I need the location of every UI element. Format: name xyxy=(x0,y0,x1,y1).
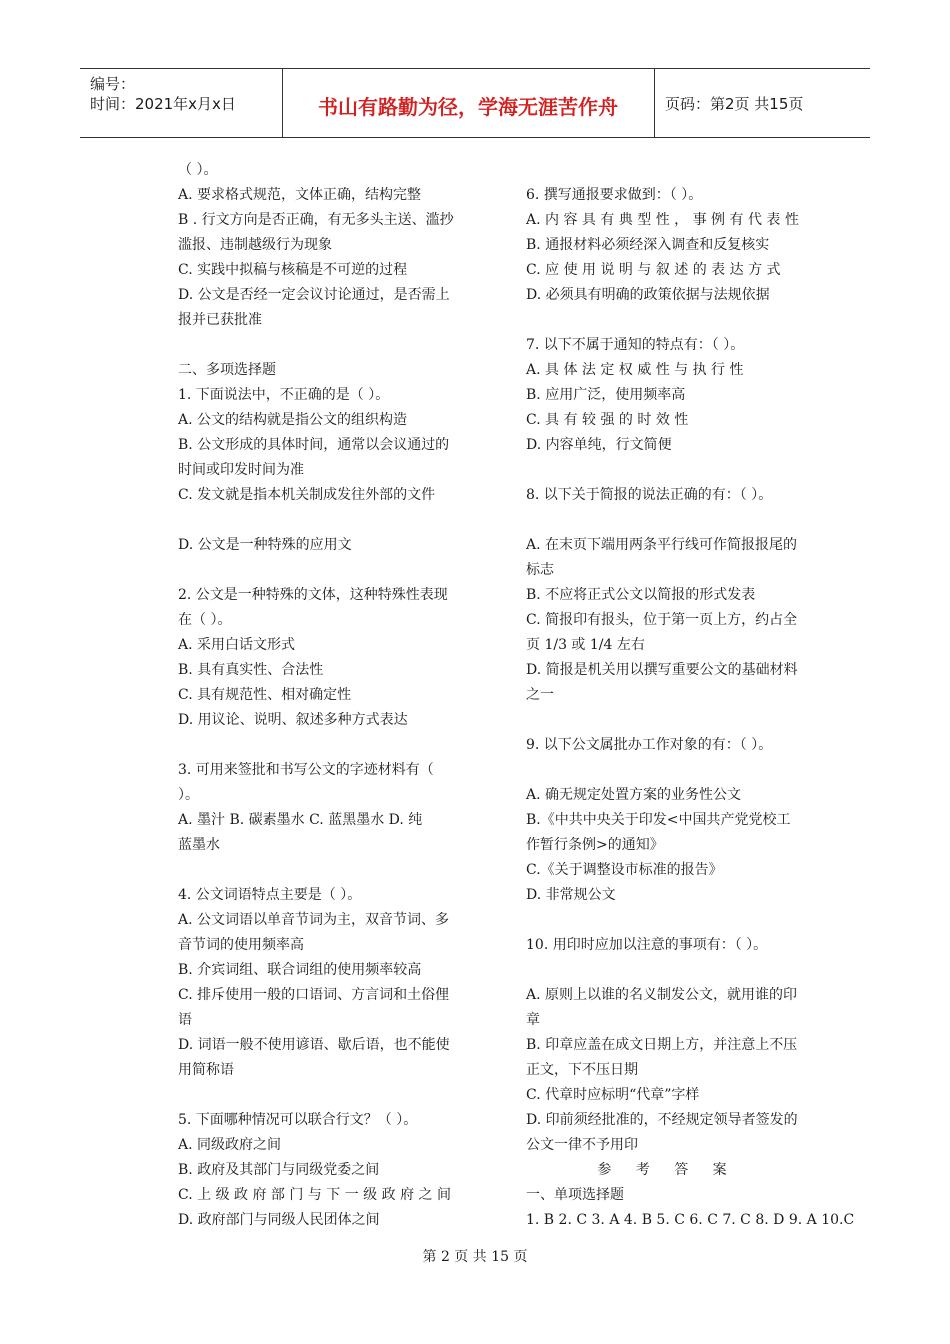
text-line: 4. 公文词语特点主要是（ ）。 xyxy=(178,887,362,903)
text-line xyxy=(178,858,460,883)
text-line xyxy=(526,308,808,333)
text-line: B. 公文形成的具体时间，通常以会议通过的 xyxy=(178,437,450,453)
text-line: 在（ ）。 xyxy=(178,612,232,628)
page-footer: 第 2 页 共 15 页 xyxy=(422,1249,528,1265)
text-line: C. 上 级 政 府 部 门 与 下 一 级 政 府 之 间 xyxy=(178,1187,451,1203)
text-line: C. 具有规范性、相对确定性 xyxy=(178,687,352,703)
text-line xyxy=(526,508,808,533)
text-line: B. 不应将正式公文以简报的形式发表 xyxy=(526,587,756,603)
text-line: D. 公文是一种特殊的应用文 xyxy=(178,537,352,553)
serial-label: 编号： xyxy=(90,75,136,93)
text-line xyxy=(526,908,808,933)
text-line xyxy=(178,733,460,758)
text-line: 1. 下面说法中，不正确的是（ ）。 xyxy=(178,387,390,403)
text-line: 滥报、违制越级行为现象 xyxy=(178,237,332,253)
text-line: 语 xyxy=(178,1012,192,1028)
text-line: B. 介宾词组、联合词组的使用频率较高 xyxy=(178,962,422,978)
text-line: D. 政府部门与同级人民团体之间 xyxy=(178,1212,380,1228)
text-line: 作暂行条例>的通知》 xyxy=(526,837,664,853)
text-line: A. 在末页下端用两条平行线可作简报报尾的 xyxy=(526,537,798,553)
text-line xyxy=(526,708,808,733)
page-header xyxy=(80,68,870,138)
text-line xyxy=(178,333,460,358)
text-line: D. 简报是机关用以撰写重要公文的基础材料 xyxy=(526,662,798,678)
text-line: 章 xyxy=(526,1012,540,1028)
text-line: D. 用议论、说明、叙述多种方式表达 xyxy=(178,712,408,728)
text-line: 6. 撰写通报要求做到：（ ）。 xyxy=(526,187,703,203)
text-line xyxy=(526,458,808,483)
text-line: A. 原则上以谁的名义制发公文，就用谁的印 xyxy=(526,987,798,1003)
motto: 书山有路勤为径，学海无涯苦作舟 xyxy=(318,95,618,119)
text-line: B. 政府及其部门与同级党委之间 xyxy=(178,1162,380,1178)
text-line: A. 采用白话文形式 xyxy=(178,637,296,653)
text-line xyxy=(526,758,808,783)
text-line: 二、多项选择题 xyxy=(178,362,276,378)
right-column xyxy=(526,158,855,1233)
text-line: 用简称语 xyxy=(178,1062,234,1078)
text-line: B. 印章应盖在成文日期上方，并注意上不压 xyxy=(526,1037,798,1053)
text-line: B. 具有真实性、合法性 xyxy=(178,662,324,678)
text-line: D. 非常规公文 xyxy=(526,887,616,903)
text-line: 1. B 2. C 3. A 4. B 5. C 6. C 7. C 8. D 9. A 10.C xyxy=(526,1212,855,1228)
left-column xyxy=(178,158,460,1233)
text-line: B. 通报材料必须经深入调查和反复核实 xyxy=(526,237,770,253)
text-line: 2. 公文是一种特殊的文体，这种特殊性表现 xyxy=(178,587,448,603)
text-line: 正文，下不压日期 xyxy=(526,1062,638,1078)
text-line: B. 应用广泛，使用频率高 xyxy=(526,387,686,403)
text-line xyxy=(526,958,808,983)
page-info: 页码：第2页 共15页 xyxy=(665,95,804,113)
text-line: A. 墨汁 B. 碳素墨水 C. 蓝黑墨水 D. 纯 xyxy=(178,812,423,828)
text-line xyxy=(526,158,808,183)
text-line: 之一 xyxy=(526,687,554,703)
text-line: D. 印前须经批准的，不经规定领导者签发的 xyxy=(526,1112,798,1128)
text-line: （ ）。 xyxy=(178,162,218,178)
text-line: B . 行文方向是否正确，有无多头主送、滥抄 xyxy=(178,212,454,228)
text-line: B.《中共中央关于印发<中国共产党党校工 xyxy=(526,812,791,828)
text-line: D. 必须具有明确的政策依据与法规依据 xyxy=(526,287,770,303)
text-line: A. 要求格式规范，文体正确，结构完整 xyxy=(178,187,422,203)
text-line: A. 同级政府之间 xyxy=(178,1137,282,1153)
text-line: 公文一律不予用印 xyxy=(526,1137,638,1153)
text-line: 8. 以下关于简报的说法正确的有：（ ）。 xyxy=(526,487,773,503)
text-line xyxy=(178,558,460,583)
text-line xyxy=(178,1083,460,1108)
text-line: A. 确无规定处置方案的业务性公文 xyxy=(526,787,742,803)
text-line: 7. 以下不属于通知的特点有：（ ）。 xyxy=(526,337,745,353)
text-line: C. 发文就是指本机关制成发往外部的文件 xyxy=(178,487,436,503)
text-line: D. 词语一般不使用谚语、歇后语，也不能使 xyxy=(178,1037,450,1053)
header-meta xyxy=(80,69,283,137)
text-line: C. 代章时应标明“代章”字样 xyxy=(526,1087,700,1103)
header-motto-cell xyxy=(282,69,655,137)
text-line: 3. 可用来签批和书写公文的字迹材料有（ xyxy=(178,762,434,778)
text-line: C. 排斥使用一般的口语词、方言词和土俗俚 xyxy=(178,987,450,1003)
text-line: 10. 用印时应加以注意的事项有：（ ）。 xyxy=(526,937,768,953)
text-line: 时间或印发时间为准 xyxy=(178,462,304,478)
text-line: A. 公文词语以单音节词为主，双音节词、多 xyxy=(178,912,450,928)
text-line: 标志 xyxy=(526,562,554,578)
text-line: A. 内 容 具 有 典 型 性 ， 事 例 有 代 表 性 xyxy=(526,212,799,228)
text-line: 一、单项选择题 xyxy=(526,1187,624,1203)
text-line: A. 公文的结构就是指公文的组织构造 xyxy=(178,412,408,428)
text-line: 音节词的使用频率高 xyxy=(178,937,304,953)
text-line: 参 考 答 案 xyxy=(597,1162,737,1178)
text-line: 9. 以下公文属批办工作对象的有：（ ）。 xyxy=(526,737,773,753)
text-line: A. 具 体 法 定 权 威 性 与 执 行 性 xyxy=(526,362,744,378)
text-line: 报并已获批准 xyxy=(178,312,262,328)
time-label: 时间：2021年x月x日 xyxy=(90,95,236,113)
text-line: 页 1/3 或 1/4 左右 xyxy=(526,637,645,653)
text-line: C.《关于调整设市标准的报告》 xyxy=(526,862,723,878)
text-line: C. 具 有 较 强 的 时 效 性 xyxy=(526,412,689,428)
text-line: C. 实践中拟稿与核稿是不可逆的过程 xyxy=(178,262,408,278)
text-line: 5. 下面哪种情况可以联合行文？（ ）。 xyxy=(178,1112,418,1128)
text-line: ）。 xyxy=(178,787,199,803)
text-line: D. 内容单纯，行文简便 xyxy=(526,437,672,453)
text-line: C. 应 使 用 说 明 与 叙 述 的 表 达 方 式 xyxy=(526,262,781,278)
text-line: 蓝墨水 xyxy=(178,837,220,853)
text-line: D. 公文是否经一定会议讨论通过，是否需上 xyxy=(178,287,450,303)
text-line: C. 简报印有报头，位于第一页上方，约占全 xyxy=(526,612,798,628)
text-line xyxy=(178,508,460,533)
header-page-cell xyxy=(655,69,870,137)
